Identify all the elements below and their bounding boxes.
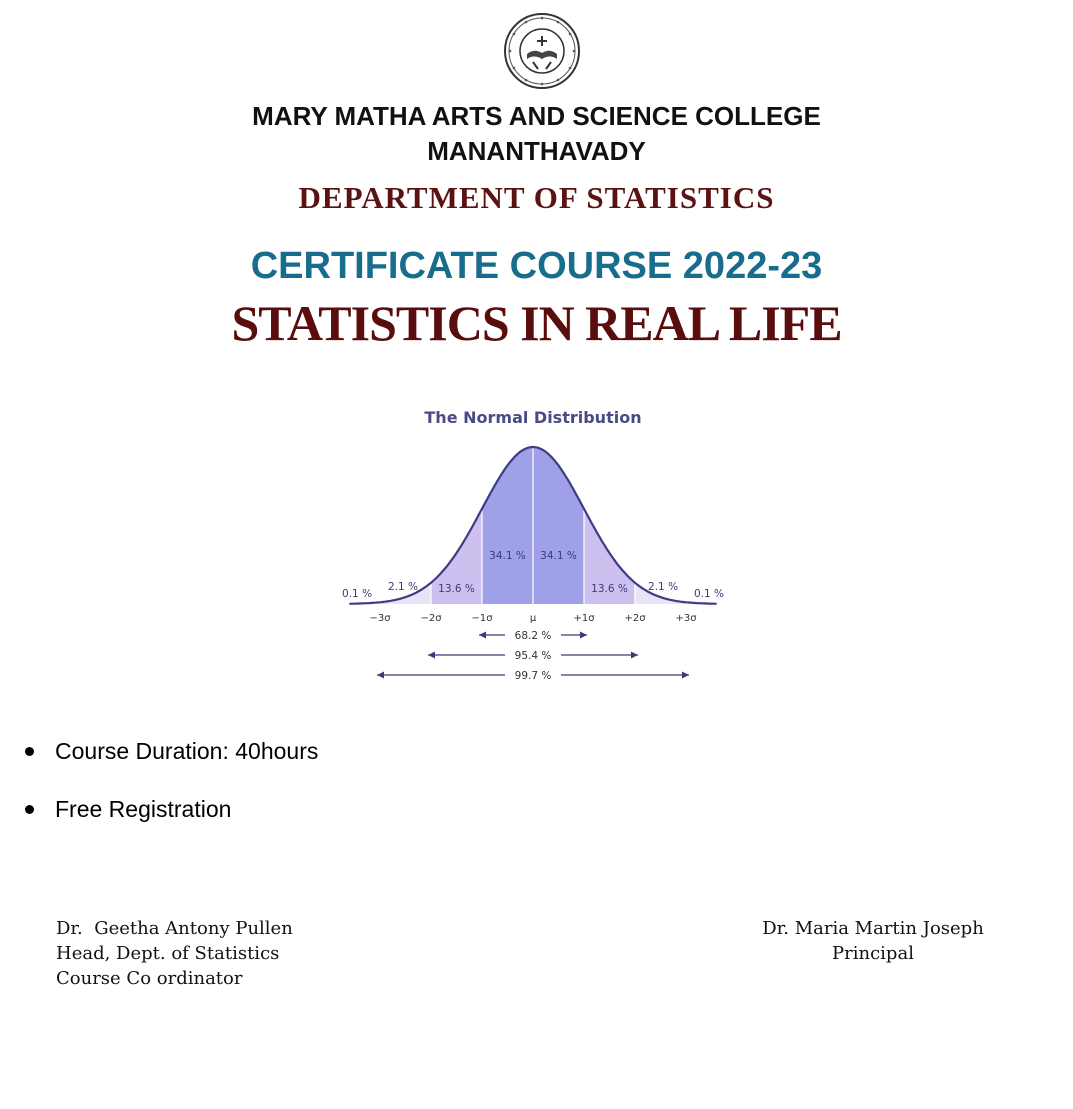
range-label: 95.4 % — [514, 650, 552, 662]
segment-label: 2.1 % — [387, 580, 418, 593]
x-tick-label: −3σ — [369, 613, 391, 624]
principal-role: Principal — [832, 943, 914, 964]
segment-area-2 — [482, 447, 533, 604]
x-tick-label: μ — [529, 613, 537, 624]
registration-info: Free Registration — [55, 796, 232, 822]
department-title: DEPARTMENT OF STATISTICS — [298, 180, 775, 215]
college-location: MANANTHAVADY — [427, 136, 646, 166]
segment-label: 34.1 % — [489, 550, 526, 562]
arrowhead-right — [682, 672, 689, 679]
coordinator-extra: Course Co ordinator — [56, 968, 243, 989]
arrowhead-left — [377, 672, 384, 679]
list-item — [22, 790, 318, 848]
principal-name: Dr. Maria Martin Joseph — [762, 918, 984, 939]
range-label: 99.7 % — [514, 670, 552, 682]
segment-label: 13.6 % — [438, 583, 475, 595]
x-tick-label: −1σ — [471, 613, 493, 624]
coordinator-role: Head, Dept. of Statistics — [56, 943, 280, 964]
list-item — [22, 732, 318, 790]
tail-label-left: 0.1 % — [342, 588, 373, 600]
course-details-list — [22, 732, 318, 848]
range-label: 68.2 % — [514, 630, 552, 642]
seal-icon — [503, 12, 581, 90]
course-duration: Course Duration: 40hours — [55, 738, 319, 764]
x-tick-label: +2σ — [624, 613, 646, 624]
segment-label: 34.1 % — [540, 550, 577, 562]
arrowhead-left — [428, 652, 435, 659]
college-name: MARY MATHA ARTS AND SCIENCE COLLEGE — [252, 101, 821, 131]
x-tick-label: +3σ — [675, 613, 697, 624]
chart-title: The Normal Distribution — [424, 408, 642, 427]
bullet-icon — [25, 747, 34, 756]
segment-area-3 — [533, 447, 584, 604]
course-title: STATISTICS IN REAL LIFE — [231, 295, 842, 351]
bullet-icon — [25, 805, 34, 814]
segment-label: 2.1 % — [648, 580, 679, 593]
normal-distribution-chart — [340, 400, 740, 692]
principal-signature-block — [760, 916, 986, 966]
coordinator-signature-block — [56, 916, 293, 991]
coordinator-name: Dr. Geetha Antony Pullen — [56, 918, 293, 939]
college-seal — [503, 12, 581, 90]
x-tick-label: −2σ — [420, 613, 442, 624]
arrowhead-right — [631, 652, 638, 659]
arrowhead-left — [479, 632, 486, 639]
tail-label-right: 0.1 % — [693, 588, 724, 600]
chart-svg — [340, 400, 740, 692]
segment-label: 13.6 % — [591, 583, 628, 595]
arrowhead-right — [580, 632, 587, 639]
x-tick-label: +1σ — [573, 613, 595, 624]
course-heading: CERTIFICATE COURSE 2022-23 — [250, 245, 823, 287]
